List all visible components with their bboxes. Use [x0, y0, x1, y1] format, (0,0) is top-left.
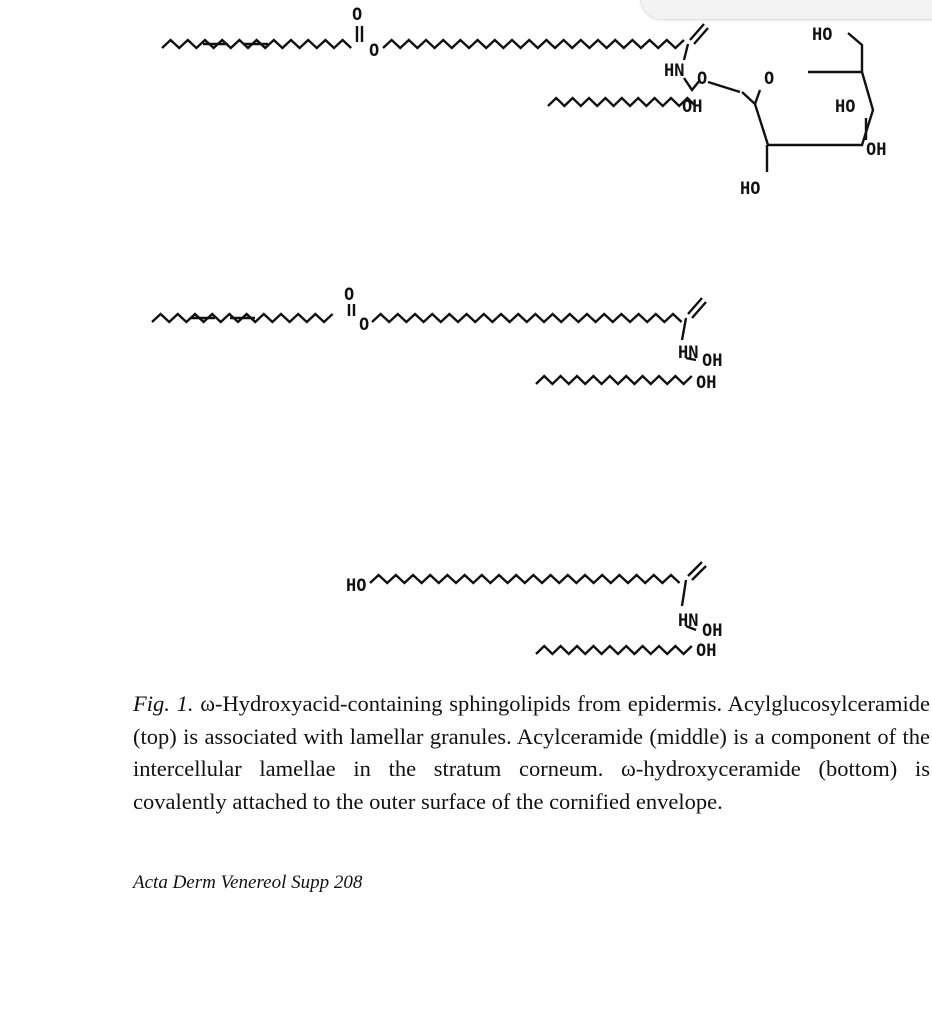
- hydroxyacid-chain: [383, 40, 684, 48]
- atom-label: HN: [678, 611, 699, 631]
- atom-label: OH: [696, 641, 717, 661]
- sphingosine-chain: [536, 646, 692, 654]
- sphingosine-chain: [548, 98, 696, 106]
- caption-text: ω-Hydroxyacid-containing sphingolipids from epidermis. Acylglucosylceramide (top) is associated with lamellar granules. Acylceramide (middle) is a component of the intercellular lamellae in the stratum corneum. ω-hydroxyceramide (bottom) is covalently attached to the outer surface of the cornified envelope.: [133, 691, 930, 814]
- amide-carbonyl: [692, 302, 706, 318]
- atom-label: HO: [740, 179, 761, 199]
- hydroxyacid-chain: [370, 575, 680, 583]
- atom-label: HN: [678, 343, 699, 363]
- bond: [682, 318, 686, 340]
- sphingosine-chain: [536, 376, 692, 384]
- bond: [848, 33, 862, 72]
- atom-label: HO: [835, 97, 856, 117]
- bond: [708, 82, 740, 92]
- atom-label: HO: [812, 25, 833, 45]
- atom-label: HN: [664, 61, 685, 81]
- bond: [684, 44, 688, 60]
- atom-label: O: [369, 41, 380, 61]
- atom-label: O: [344, 285, 355, 305]
- journal-footer: Acta Derm Venereol Supp 208: [133, 872, 363, 893]
- amide-carbonyl: [690, 24, 704, 40]
- bond: [682, 580, 686, 606]
- acylceramide-structure: [344, 285, 722, 393]
- atom-label: HO: [346, 576, 367, 596]
- atom-label: O: [359, 315, 370, 335]
- atom-label: O: [352, 5, 363, 25]
- amide-carbonyl: [688, 562, 702, 576]
- atom-label: OH: [702, 621, 723, 641]
- omega-hydroxyceramide-structure: [346, 576, 722, 661]
- amide-carbonyl: [692, 566, 706, 580]
- atom-label: OH: [866, 140, 887, 160]
- hydroxyacid-chain: [372, 314, 682, 322]
- atom-label: OH: [702, 351, 723, 371]
- atom-label: OH: [682, 97, 703, 117]
- amide-carbonyl: [694, 28, 708, 44]
- figure-label: Fig. 1.: [133, 691, 194, 716]
- atom-label: O: [697, 69, 708, 89]
- figure-caption: [133, 688, 930, 818]
- atom-label: OH: [696, 373, 717, 393]
- atom-label: O: [764, 69, 775, 89]
- amide-carbonyl: [688, 298, 702, 314]
- bond: [755, 90, 760, 104]
